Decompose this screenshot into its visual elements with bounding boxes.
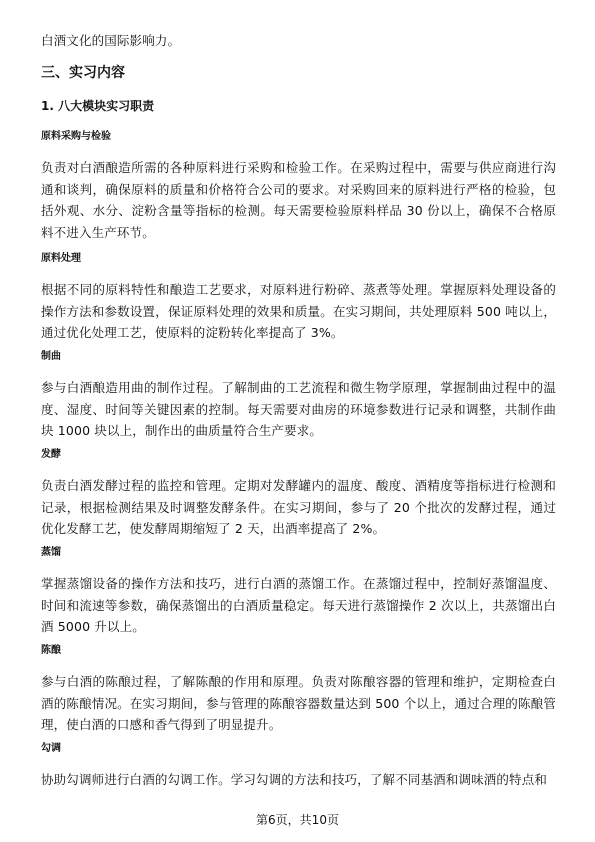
section-heading-block <box>41 64 556 82</box>
subsection-heading-block <box>41 98 556 114</box>
module-title-block <box>41 130 556 144</box>
module-body-block <box>41 157 556 243</box>
module-title-block <box>41 546 556 560</box>
module-body-aging: 参与白酒的陈酿过程，了解陈酿的作用和原理。负责对陈酿容器的管理和维护，定期检查白酒的陈酿情况。在实习期间，参与管理的陈酿容器数量达到 500 个以上，通过合理的陈酿管理，使白酒的口感和香气得到了明显提升。 <box>41 674 556 732</box>
module-title-aging: 陈酿 <box>41 645 61 656</box>
module-body-blending: 协助勾调师进行白酒的勾调工作。学习勾调的方法和技巧，了解不同基酒和调味酒的特点和 <box>41 772 548 787</box>
module-body-qu-making: 参与白酒酿造用曲的制作过程。了解制曲的工艺流程和微生物学原理，掌握制曲过程中的温度、湿度、时间等关键因素的控制。每天需要对曲房的环境参数进行记录和调整，共制作曲块 1000 块以上，制作出的曲质量符合生产要求。 <box>41 380 556 438</box>
section-heading: 三、实习内容 <box>41 65 125 81</box>
module-body-fermentation: 负责白酒发酵过程的监控和管理。定期对发酵罐内的温度、酸度、酒精度等指标进行检测和记录，根据检测结果及时调整发酵条件。在实习期间，参与了 20 个批次的发酵过程，通过优化发酵工艺，使发酵周期缩短了 2 天，出酒率提高了 2%。 <box>41 478 556 536</box>
module-title-block <box>41 742 556 756</box>
page-footer: 第6页，共10页 <box>256 813 339 827</box>
module-body-procurement: 负责对白酒酿造所需的各种原料进行采购和检验工作。在采购过程中，需要与供应商进行沟通和谈判，确保原料的质量和价格符合公司的要求。对采购回来的原料进行严格的检验，包括外观、水分、淀粉含量等指标的检测。每天需要检验原料样品 30 份以上，确保不合格原料不进入生产环节。 <box>41 160 556 240</box>
module-title-qu-making: 制曲 <box>41 351 61 362</box>
module-title-block <box>41 448 556 462</box>
module-body-block <box>41 279 556 344</box>
module-body-block <box>41 671 556 736</box>
module-title-fermentation: 发酵 <box>41 449 61 460</box>
module-body-block <box>41 377 556 442</box>
module-body-block <box>41 475 556 540</box>
module-title-block <box>41 644 556 658</box>
module-title-distillation: 蒸馏 <box>41 547 61 558</box>
module-body-block <box>41 769 556 791</box>
module-title-block <box>41 350 556 364</box>
module-title-processing: 原料处理 <box>41 253 81 264</box>
module-body-distillation: 掌握蒸馏设备的操作方法和技巧，进行白酒的蒸馏工作。在蒸馏过程中，控制好蒸馏温度、时间和流速等参数，确保蒸馏出的白酒质量稳定。每天进行蒸馏操作 2 次以上，共蒸馏出白酒 5000 升以上。 <box>41 576 556 634</box>
module-body-block <box>41 573 556 638</box>
module-title-procurement: 原料采购与检验 <box>41 131 111 142</box>
subsection-heading: 1. 八大模块实习职责 <box>41 99 155 113</box>
module-body-processing: 根据不同的原料特性和酿造工艺要求，对原料进行粉碎、蒸煮等处理。掌握原料处理设备的操作方法和参数设置，保证原料处理的效果和质量。在实习期间，共处理原料 500 吨以上，通过优化处理工艺，使原料的淀粉转化率提高了 3%。 <box>41 282 556 340</box>
intro-tail-text: 白酒文化的国际影响力。 <box>41 33 181 48</box>
intro-tail-paragraph <box>41 30 556 52</box>
module-title-block <box>41 252 556 266</box>
module-title-blending: 勾调 <box>41 743 61 754</box>
